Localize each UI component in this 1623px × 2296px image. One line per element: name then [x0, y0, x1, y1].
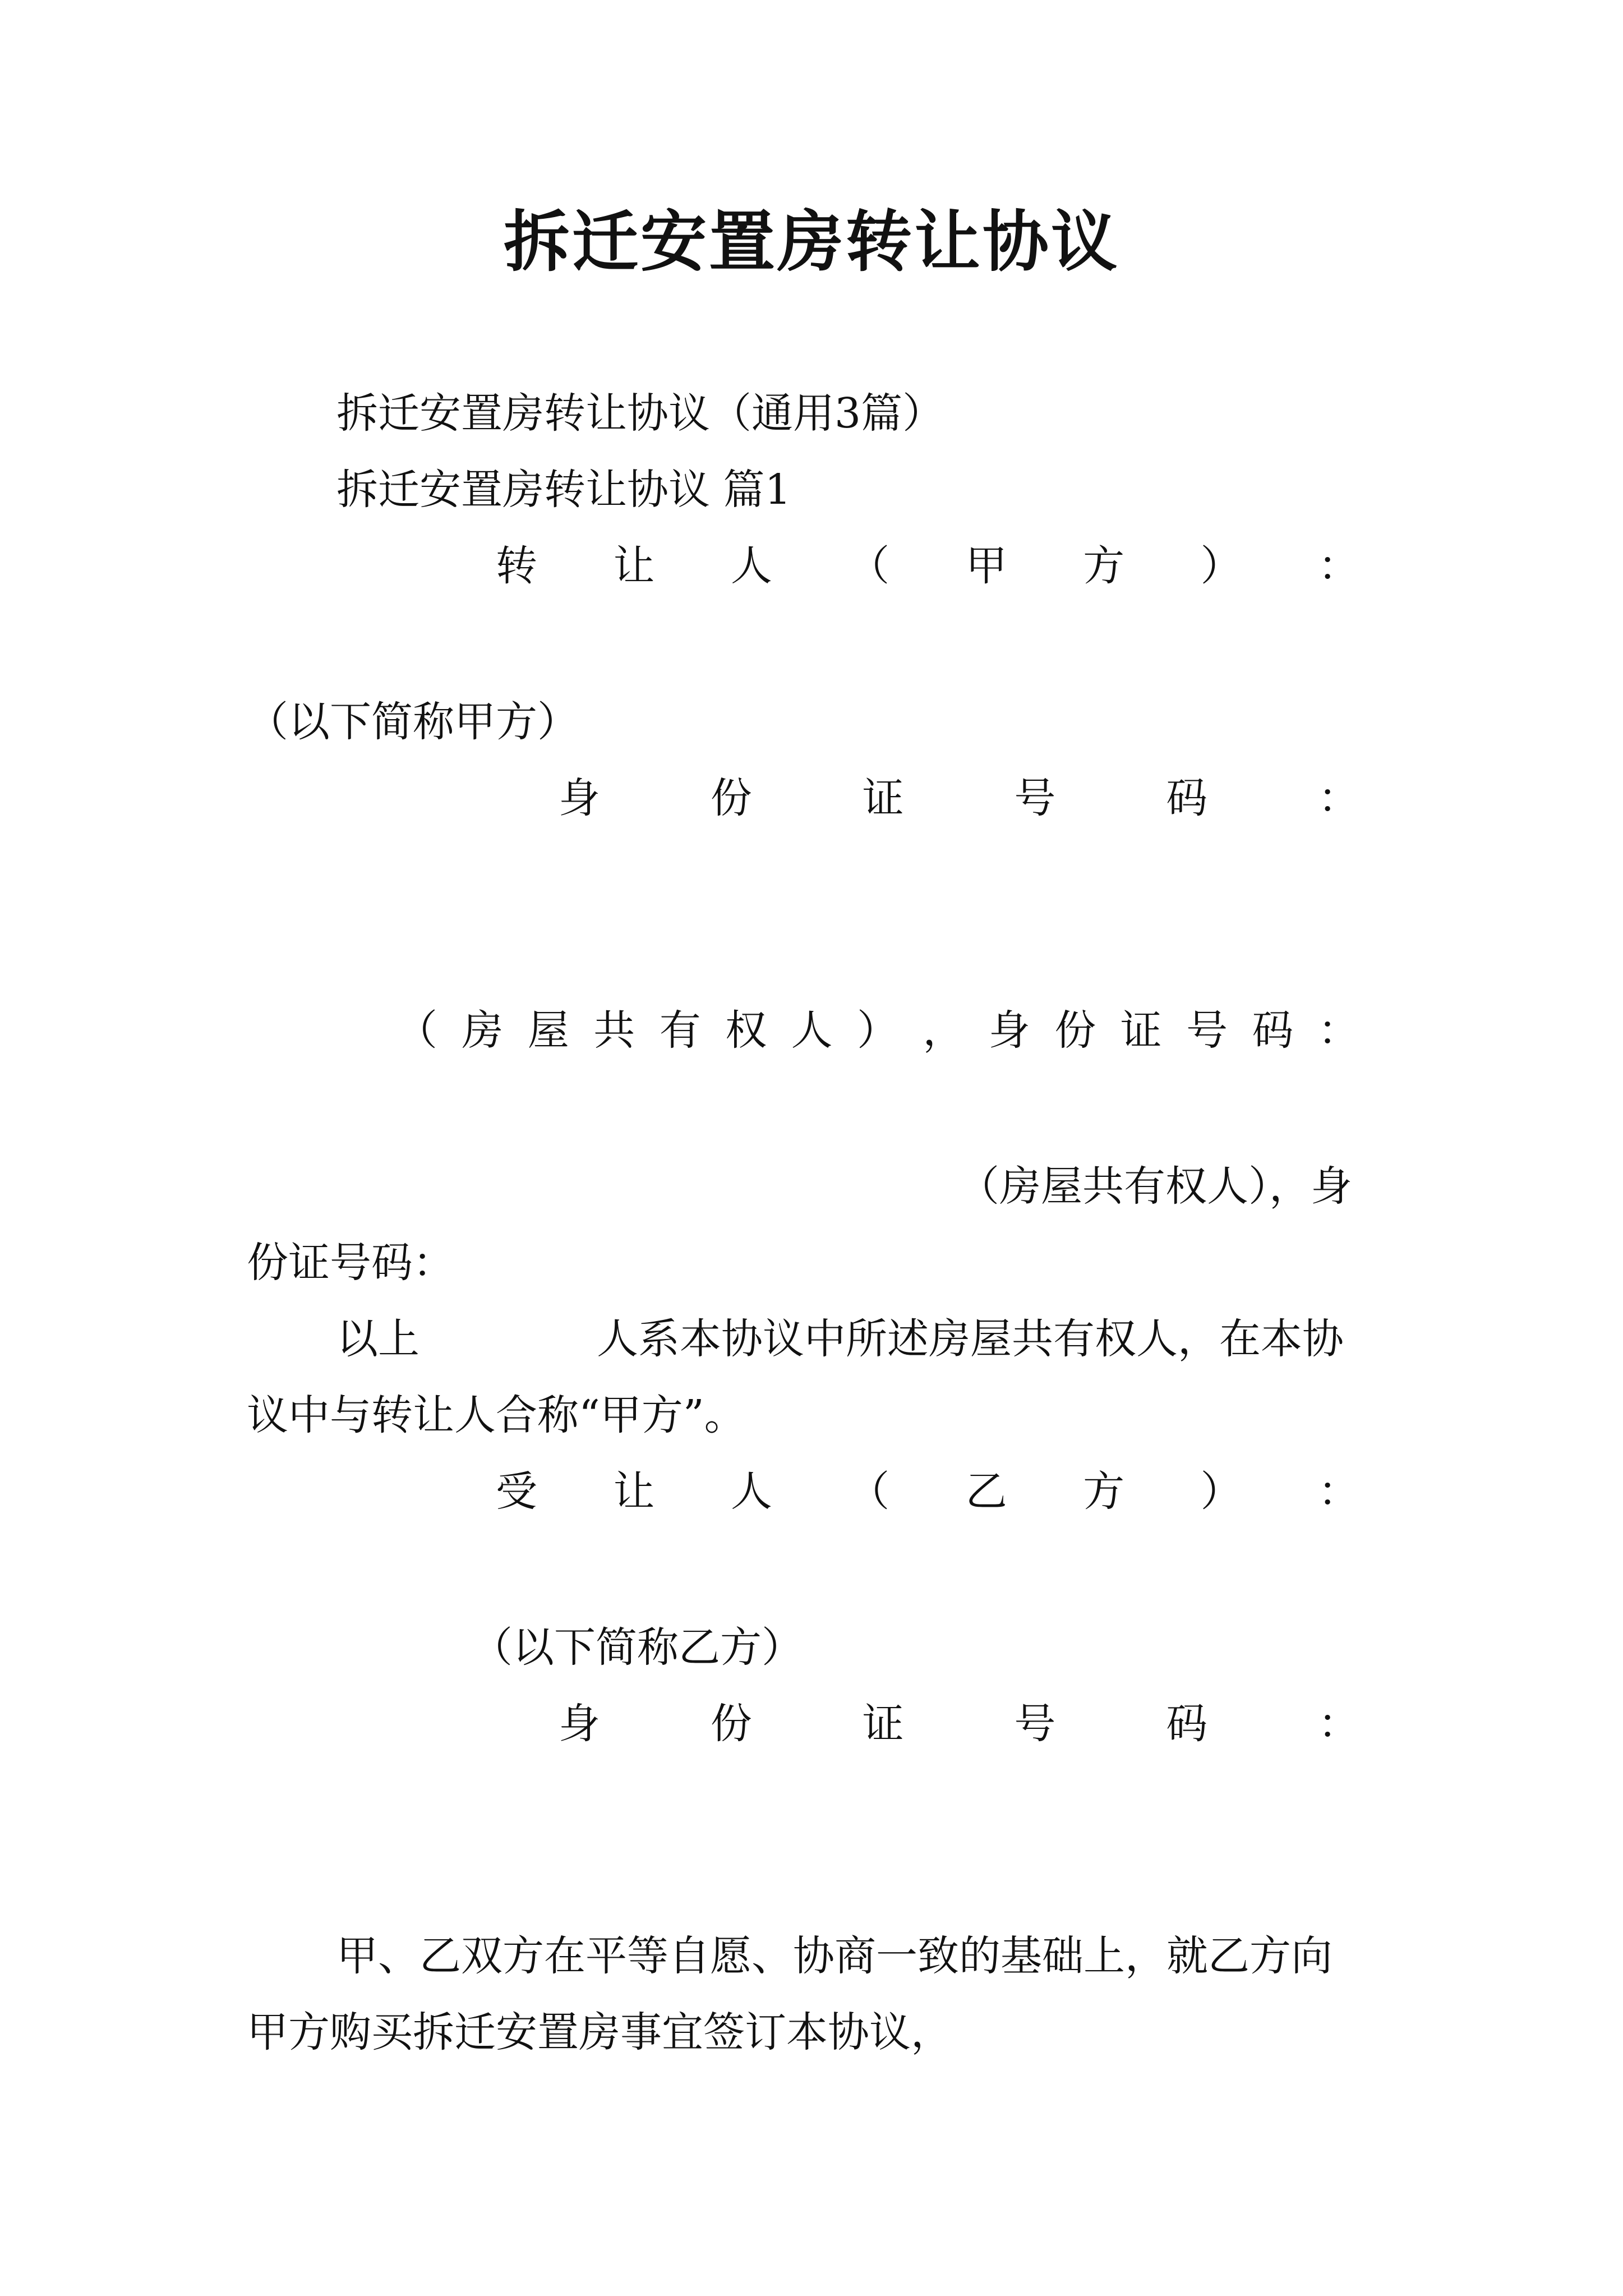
coowner-char: ）: [856, 1006, 898, 1055]
coowner-char: 份: [1054, 1006, 1096, 1055]
id-label-char: 身: [559, 774, 600, 822]
transferee-label-char: ：: [1317, 1467, 1359, 1516]
coowner-char: 证: [1120, 1006, 1162, 1055]
above-persons-start: 以上: [336, 1315, 419, 1363]
above-persons-cont: 议中与转让人合称“甲方”。: [247, 1391, 746, 1439]
transferor-label-char: （: [848, 542, 890, 590]
transferee-label-char: 让: [613, 1467, 655, 1516]
above-persons-rest: 人系本协议中所述房屋共有权人，在本协: [597, 1315, 1344, 1363]
document-title: 拆迁安置房转让协议: [503, 203, 1119, 280]
transferor-label: [496, 542, 1359, 590]
id-label-char: 份: [710, 774, 752, 822]
coowner-char: （: [396, 1006, 437, 1055]
section-heading: 拆迁安置房转让协议 篇1: [336, 466, 791, 514]
intro-paragraph-line-1: 甲、乙双方在平等自愿、协商一致的基础上，就乙方向: [336, 1932, 1332, 1980]
coowner-char: 房: [462, 1006, 504, 1055]
transferee-label-char: 人: [730, 1467, 772, 1516]
transferor-label-char: 甲: [965, 542, 1007, 590]
coowner-char: 屋: [527, 1006, 569, 1055]
transferee-label-char: ）: [1200, 1467, 1242, 1516]
intro-paragraph-line-2: 甲方购买拆迁安置房事宜签订本协议，: [247, 2008, 952, 2056]
id-label-char: 证: [862, 1700, 904, 1748]
transferee-label-char: 方: [1083, 1467, 1125, 1516]
id-label-char: 码: [1166, 774, 1208, 822]
coowner-char: 码: [1252, 1006, 1294, 1055]
id-label-char: ：: [1317, 774, 1359, 822]
transferor-alias: （以下简称甲方）: [247, 698, 579, 746]
transferor-label-char: 方: [1083, 542, 1125, 590]
coowner-char: 人: [791, 1006, 833, 1055]
transferee-alias: （以下简称乙方）: [471, 1623, 803, 1672]
id-label-char: 号: [1014, 774, 1056, 822]
coowner-line-2: （房屋共有权人），身: [958, 1162, 1352, 1211]
id-number-label-2: [559, 1700, 1359, 1748]
id-number-label-1: [559, 774, 1359, 822]
transferor-label-char: ）: [1200, 542, 1242, 590]
coowner-char: ，: [923, 1006, 965, 1055]
id-label-char: 号: [1014, 1700, 1056, 1748]
id-label-char: 份: [710, 1700, 752, 1748]
coowner-char: 有: [659, 1006, 701, 1055]
transferor-label-char: 让: [613, 542, 655, 590]
transferee-label-char: 乙: [965, 1467, 1007, 1516]
id-label-char: 证: [862, 774, 904, 822]
transferor-label-char: 转: [496, 542, 537, 590]
transferor-label-char: 人: [730, 542, 772, 590]
transferee-label-char: （: [848, 1467, 890, 1516]
coowner-id-line: [396, 1006, 1359, 1055]
transferee-label-char: 受: [496, 1467, 537, 1516]
coowner-char: 共: [593, 1006, 635, 1055]
id-label-char: 身: [559, 1700, 600, 1748]
transferee-label: [496, 1467, 1359, 1516]
coowner-char: 身: [988, 1006, 1030, 1055]
coowner-char: ：: [1317, 1006, 1359, 1055]
id-label-char: 码: [1166, 1700, 1208, 1748]
transferor-label-char: ：: [1317, 542, 1359, 590]
coowner-char: 号: [1186, 1006, 1228, 1055]
id-label-char: ：: [1317, 1700, 1359, 1748]
coowner-char: 权: [725, 1006, 767, 1055]
coowner-line-2-cont: 份证号码：: [247, 1239, 454, 1287]
document-subtitle: 拆迁安置房转让协议（通用3篇）: [336, 389, 944, 438]
